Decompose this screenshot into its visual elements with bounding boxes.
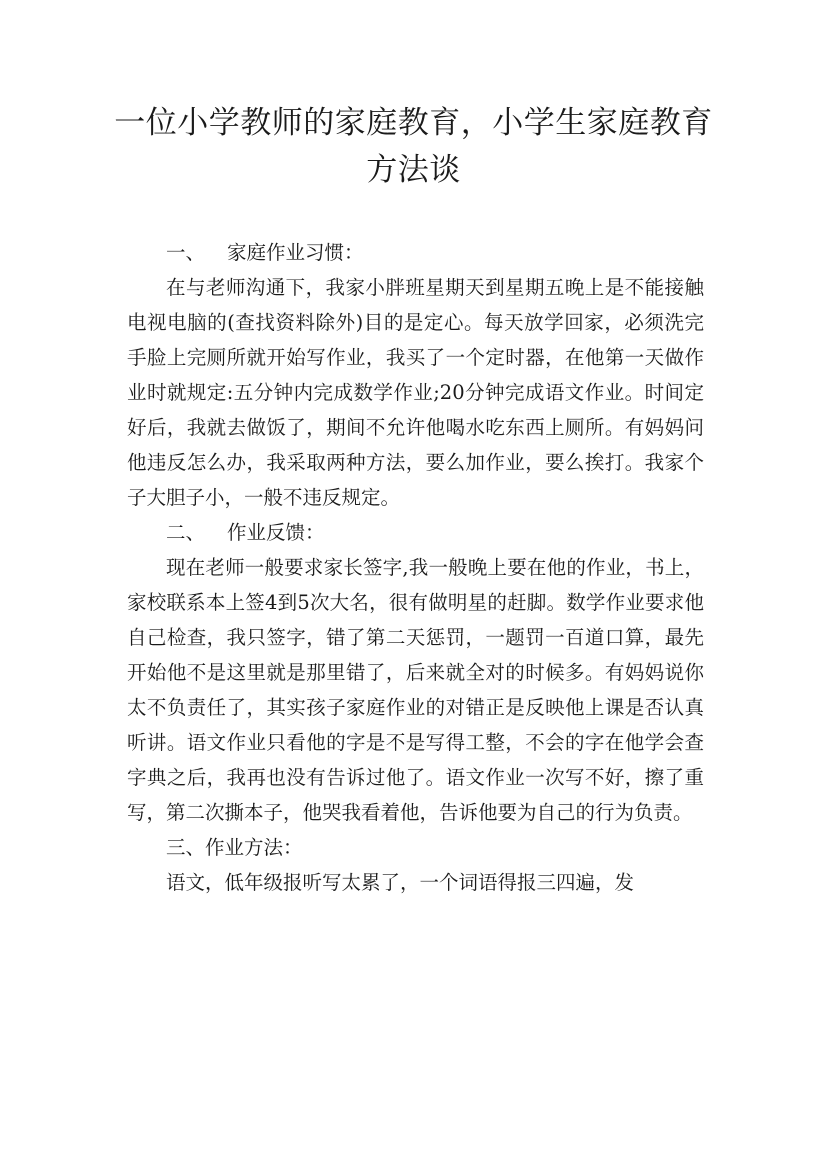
section-heading-1 xyxy=(127,235,704,270)
heading-number: 三、 xyxy=(166,836,206,859)
section-heading-3 xyxy=(127,830,704,865)
heading-number: 二、 xyxy=(166,521,206,544)
section-heading-2 xyxy=(127,515,704,550)
section-paragraph-2: 现在老师一般要求家长签字,我一般晚上要在他的作业，书上，家校联系本上签4到5次大名，很有做明星的赶脚。数学作业要求他自己检查，我只签字，错了第二天惩罚，一题罚一百道口算，最先开始他不是这里就是那里错了，后来就全对的时候多。有妈妈说你太不负责任了，其实孩子家庭作业的对错正是反映他上课是否认真听讲。语文作业只看他的字是不是写得工整，不会的字在他学会查字典之后，我再也没有告诉过他了。语文作业一次写不好，擦了重写，第二次撕本子，他哭我看着他，告诉他要为自己的行为负责。 xyxy=(127,556,704,824)
heading-text: 作业反馈： xyxy=(227,521,325,544)
page-title: 一位小学教师的家庭教育，小学生家庭教育方法谈 xyxy=(114,105,713,188)
heading-text: 家庭作业习惯： xyxy=(227,241,364,264)
document-body xyxy=(127,235,704,900)
heading-number: 一、 xyxy=(166,241,206,264)
section-paragraph-3: 语文，低年级报听写太累了，一个词语得报三四遍，发 xyxy=(166,871,635,894)
heading-text: 作业方法： xyxy=(205,836,303,859)
section-paragraph-1: 在与老师沟通下，我家小胖班星期天到星期五晚上是不能接触电视电脑的(查找资料除外)目的是定心。每天放学回家，必须洗完手脸上完厕所就开始写作业，我买了一个定时器，在他第一天做作业时就规定:五分钟内完成数学作业;20分钟完成语文作业。时间定好后，我就去做饭了，期间不允许他喝水吃东西上厕所。有妈妈问他违反怎么办，我采取两种方法，要么加作业，要么挨打。我家个子大胆子小，一般不违反规定。 xyxy=(127,276,704,509)
